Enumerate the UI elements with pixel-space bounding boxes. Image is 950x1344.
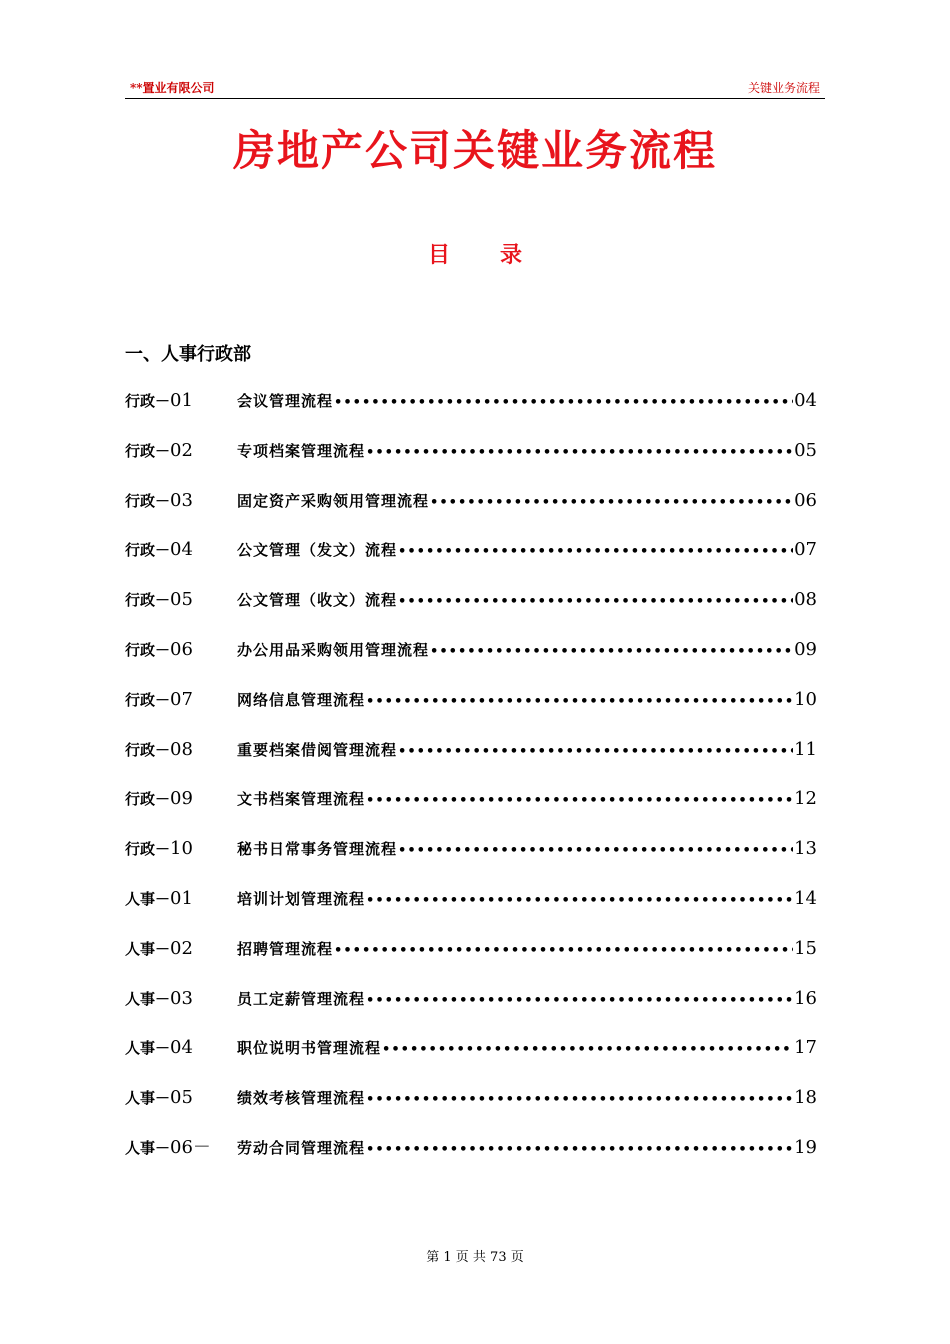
toc-dot-leader xyxy=(430,490,793,516)
toc-entry-prefix: 行政－ xyxy=(125,690,171,709)
toc-entry[interactable] xyxy=(125,438,817,488)
toc-dot-leader xyxy=(366,888,793,914)
toc-dot-leader xyxy=(366,440,793,466)
toc-entry-number: 01 xyxy=(170,887,193,909)
toc-entry-number: 07 xyxy=(170,688,193,710)
toc-entry-name: 培训计划管理流程 xyxy=(237,889,366,908)
toc-entry-prefix: 人事－ xyxy=(125,1138,171,1157)
toc-entry-page: 12 xyxy=(794,788,817,810)
toc-entry-name: 文书档案管理流程 xyxy=(237,790,366,809)
toc-entry-prefix: 行政－ xyxy=(125,491,171,510)
toc-entry-page: 13 xyxy=(794,838,817,860)
toc-entry-number: 03 xyxy=(170,987,193,1009)
toc-entry-prefix: 行政－ xyxy=(125,441,171,460)
page-footer: 第 1 页 共 73 页 xyxy=(426,1250,524,1265)
toc-entry-prefix: 行政－ xyxy=(125,640,171,659)
toc-entry-code xyxy=(125,886,237,912)
toc-entry-prefix: 行政－ xyxy=(125,541,171,560)
toc-entry-number: 10 xyxy=(170,838,193,860)
toc-entry-page: 15 xyxy=(794,937,817,959)
toc-entry-page: 05 xyxy=(794,439,817,461)
toc-entry-page: 07 xyxy=(794,539,817,561)
toc-title: 目录 xyxy=(427,243,572,268)
toc-entry-page: 08 xyxy=(794,589,817,611)
toc-entry-number: 05 xyxy=(170,589,193,611)
toc-entry-page: 14 xyxy=(794,887,817,909)
toc-entry-code xyxy=(125,438,237,464)
toc-entry-code xyxy=(125,936,237,962)
toc-entry-page: 09 xyxy=(794,638,817,660)
toc-dot-leader xyxy=(430,639,793,665)
toc-entry-code xyxy=(125,488,237,514)
toc-entry-code xyxy=(125,687,237,713)
toc-entry-number: 06－ xyxy=(170,1136,211,1158)
toc-entry-name: 重要档案借阅管理流程 xyxy=(237,740,398,759)
toc-entry-prefix: 行政－ xyxy=(125,392,171,410)
toc-dot-leader xyxy=(398,539,793,565)
toc-entry-code xyxy=(125,587,237,613)
toc-dot-leader xyxy=(398,739,793,765)
toc-entry-prefix: 行政－ xyxy=(125,840,171,859)
toc-entry-code xyxy=(125,786,237,812)
toc-entry-name: 公文管理（收文）流程 xyxy=(237,591,398,610)
toc-entry-code xyxy=(125,986,237,1012)
toc-entry-prefix: 人事－ xyxy=(125,1039,171,1058)
toc-dot-leader xyxy=(366,1087,793,1113)
toc-dot-leader xyxy=(366,689,793,715)
toc-entry-page: 06 xyxy=(794,489,817,511)
toc-entry-number: 04 xyxy=(170,539,193,561)
toc-dot-leader xyxy=(398,589,793,615)
header-doc-name: 关键业务流程 xyxy=(747,81,820,95)
toc-entry-code xyxy=(125,836,237,862)
toc-entry-number: 04 xyxy=(170,1037,193,1059)
toc-entry[interactable] xyxy=(125,637,817,687)
toc-entry-prefix: 人事－ xyxy=(125,1089,171,1108)
toc-entry-page: 17 xyxy=(794,1037,817,1059)
toc-dot-leader xyxy=(366,988,793,1014)
toc-entry-number: 06 xyxy=(170,638,193,660)
toc-entry-prefix: 行政－ xyxy=(125,740,171,759)
toc-entry-code xyxy=(125,1135,237,1161)
toc-entry-prefix: 行政－ xyxy=(125,790,171,809)
toc-entry-prefix: 人事－ xyxy=(125,989,171,1008)
toc-entry-page: 04 xyxy=(794,390,817,411)
toc-entry-name: 招聘管理流程 xyxy=(237,939,334,958)
toc-entry[interactable] xyxy=(125,786,817,836)
toc-entry-page: 16 xyxy=(794,987,817,1009)
toc-entry[interactable] xyxy=(125,1085,817,1135)
toc-entry-code xyxy=(125,1085,237,1111)
toc-entry-prefix: 行政－ xyxy=(125,591,171,610)
toc-entry-page: 18 xyxy=(794,1087,817,1109)
page-header xyxy=(125,78,825,99)
toc-entry[interactable] xyxy=(125,1135,817,1185)
toc-entry[interactable] xyxy=(125,488,817,538)
toc-entry-name: 秘书日常事务管理流程 xyxy=(237,840,398,859)
toc-entry-number: 02 xyxy=(170,439,193,461)
toc-entry-name: 办公用品采购领用管理流程 xyxy=(237,640,430,659)
toc-dot-leader xyxy=(382,1037,793,1063)
toc-entry-prefix: 人事－ xyxy=(125,889,171,908)
toc-entry-code xyxy=(125,388,237,414)
toc-entry[interactable] xyxy=(125,587,817,637)
toc-entry-name: 专项档案管理流程 xyxy=(237,441,366,460)
toc-entry-number: 03 xyxy=(170,489,193,511)
toc-entry[interactable] xyxy=(125,936,817,986)
toc-entry-name: 会议管理流程 xyxy=(237,392,334,410)
toc-entry-name: 公文管理（发文）流程 xyxy=(237,541,398,560)
toc-entry[interactable] xyxy=(125,687,817,737)
toc-entry-number: 05 xyxy=(170,1087,193,1109)
toc-entry-code xyxy=(125,537,237,563)
toc-dot-leader xyxy=(366,1137,793,1163)
toc-entry-prefix: 人事－ xyxy=(125,939,171,958)
toc-entry[interactable] xyxy=(125,737,817,787)
toc-entry-name: 员工定薪管理流程 xyxy=(237,989,366,1008)
toc-entry[interactable] xyxy=(125,388,817,438)
toc-entry-code xyxy=(125,637,237,663)
toc-entry[interactable] xyxy=(125,537,817,587)
toc-entry-number: 02 xyxy=(170,937,193,959)
toc-entry-page: 11 xyxy=(794,738,817,760)
toc-entry-page: 10 xyxy=(794,688,817,710)
toc-entry-number: 01 xyxy=(170,390,193,411)
toc-entry[interactable] xyxy=(125,886,817,936)
toc-entry[interactable] xyxy=(125,986,817,1036)
toc-entry-name: 网络信息管理流程 xyxy=(237,690,366,709)
toc-entry-name: 固定资产采购领用管理流程 xyxy=(237,491,430,510)
toc-entry-code xyxy=(125,1035,237,1061)
toc-entry-name: 职位说明书管理流程 xyxy=(237,1039,382,1058)
section-heading: 一、人事行政部 xyxy=(125,344,251,365)
toc-entry-page: 19 xyxy=(794,1136,817,1158)
toc-entry[interactable] xyxy=(125,836,817,886)
toc-entry-code xyxy=(125,737,237,763)
toc-entry-name: 绩效考核管理流程 xyxy=(237,1089,366,1108)
toc-list xyxy=(125,388,817,1185)
toc-dot-leader xyxy=(398,838,793,864)
toc-dot-leader xyxy=(334,390,793,416)
toc-dot-leader xyxy=(334,938,793,964)
toc-entry-number: 09 xyxy=(170,788,193,810)
toc-entry-number: 08 xyxy=(170,738,193,760)
document-title: 房地产公司关键业务流程 xyxy=(232,126,717,175)
toc-entry-name: 劳动合同管理流程 xyxy=(237,1138,366,1157)
header-company: **置业有限公司 xyxy=(130,81,215,95)
toc-entry[interactable] xyxy=(125,1035,817,1085)
toc-dot-leader xyxy=(366,788,793,814)
